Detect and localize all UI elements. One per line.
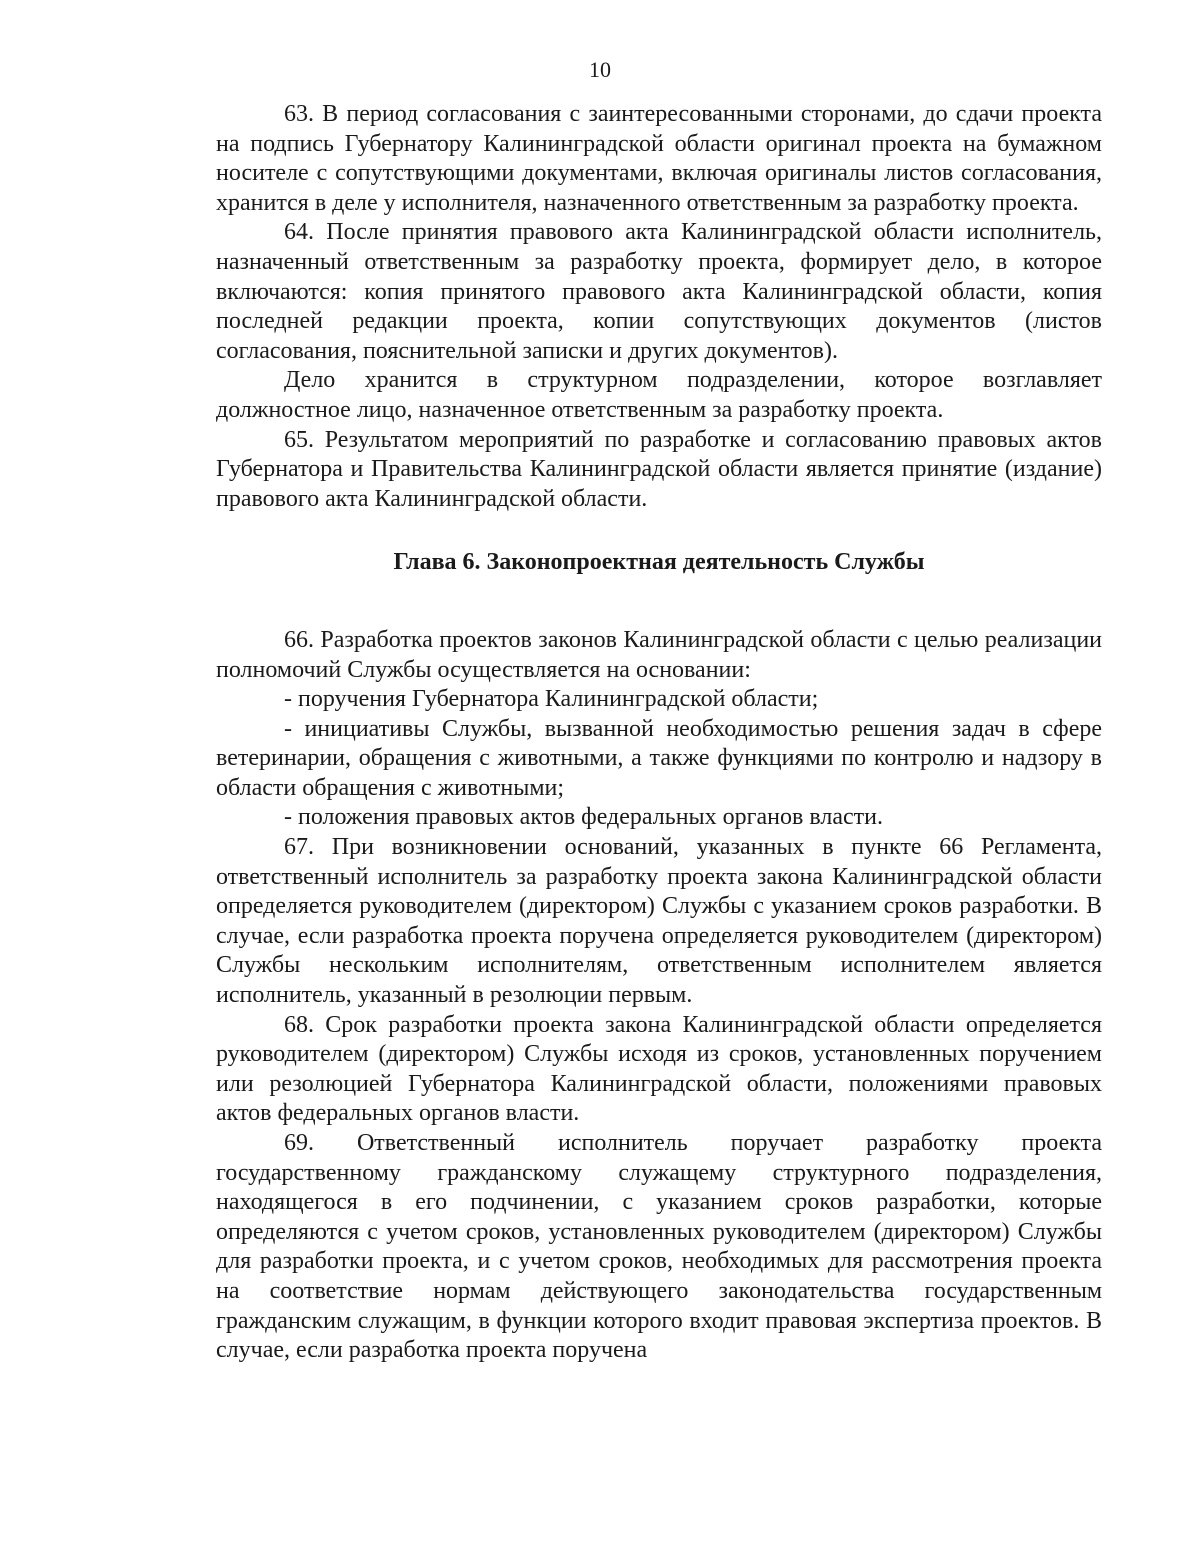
paragraph-64: 64. После принятия правового акта Калининградской области исполнитель, назначенный ответственным за разработку проекта, формирует дело, в которое включаются: копия принятого правового акта Калининградской области, копия последней редакции проекта, копии сопутствующих документов (листов согласования, пояснительной записки и других документов).	[216, 219, 1102, 364]
paragraph-69: 69. Ответственный исполнитель поручает разработку проекта государственному гражданскому служащему структурного подразделения, находящегося в его подчинении, с указанием сроков разработки, которые определяются с учетом сроков, установленных руководителем (директором) Службы для разработки проекта, и с учетом сроков, необходимых для рассмотрения проекта на соответствие нормам действующего законодательства государственным гражданским служащим, в функции которого входит правовая экспертиза проектов. В случае, если разработка проекта поручена	[216, 1130, 1102, 1364]
spacer	[216, 578, 1102, 626]
paragraph-66-item-3: - положения правовых актов федеральных органов власти.	[284, 804, 883, 831]
paragraph-66-item-1: - поручения Губернатора Калининградской области;	[284, 686, 819, 713]
chapter-heading: Глава 6. Законопроектная деятельность Службы	[393, 549, 925, 576]
document-body	[216, 100, 1102, 1366]
paragraph-66-item-2: - инициативы Службы, вызванной необходимостью решения задач в сфере ветеринарии, обращения с животными, а также функциями по контролю и надзору в области обращения с животными;	[216, 715, 1102, 801]
paragraph-63: 63. В период согласования с заинтересованными сторонами, до сдачи проекта на подпись Губернатору Калининградской области оригинал проекта на бумажном носителе с сопутствующими документами, включая оригиналы листов согласования, хранится в деле у исполнителя, назначенного ответственным за разработку проекта.	[216, 101, 1102, 216]
paragraph-65: 65. Результатом мероприятий по разработке и согласованию правовых актов Губернатора и Правительства Калининградской области является принятие (издание) правового акта Калининградской области.	[216, 426, 1102, 512]
paragraph-68: 68. Срок разработки проекта закона Калининградской области определяется руководителем (директором) Службы исходя из сроков, установленных поручением или резолюцией Губернатора Калининградской области, положениями правовых актов федеральных органов власти.	[216, 1011, 1102, 1127]
paragraph-67: 67. При возникновении оснований, указанных в пункте 66 Регламента, ответственный исполнитель за разработку проекта закона Калининградской области определяется руководителем (директором) Службы с указанием сроков разработки. В случае, если разработка проекта поручена определяется руководителем (директором) Службы нескольким исполнителям, ответственным исполнителем является исполнитель, указанный в резолюции первым.	[216, 834, 1102, 1009]
paragraph-66: 66. Разработка проектов законов Калининградской области с целью реализации полномочий Службы осуществляется на основании:	[216, 626, 1102, 683]
page-number: 10	[589, 57, 611, 82]
spacer	[216, 514, 1102, 548]
paragraph-64-continued: Дело хранится в структурном подразделении, которое возглавляет должностное лицо, назначенное ответственным за разработку проекта.	[216, 367, 1102, 423]
